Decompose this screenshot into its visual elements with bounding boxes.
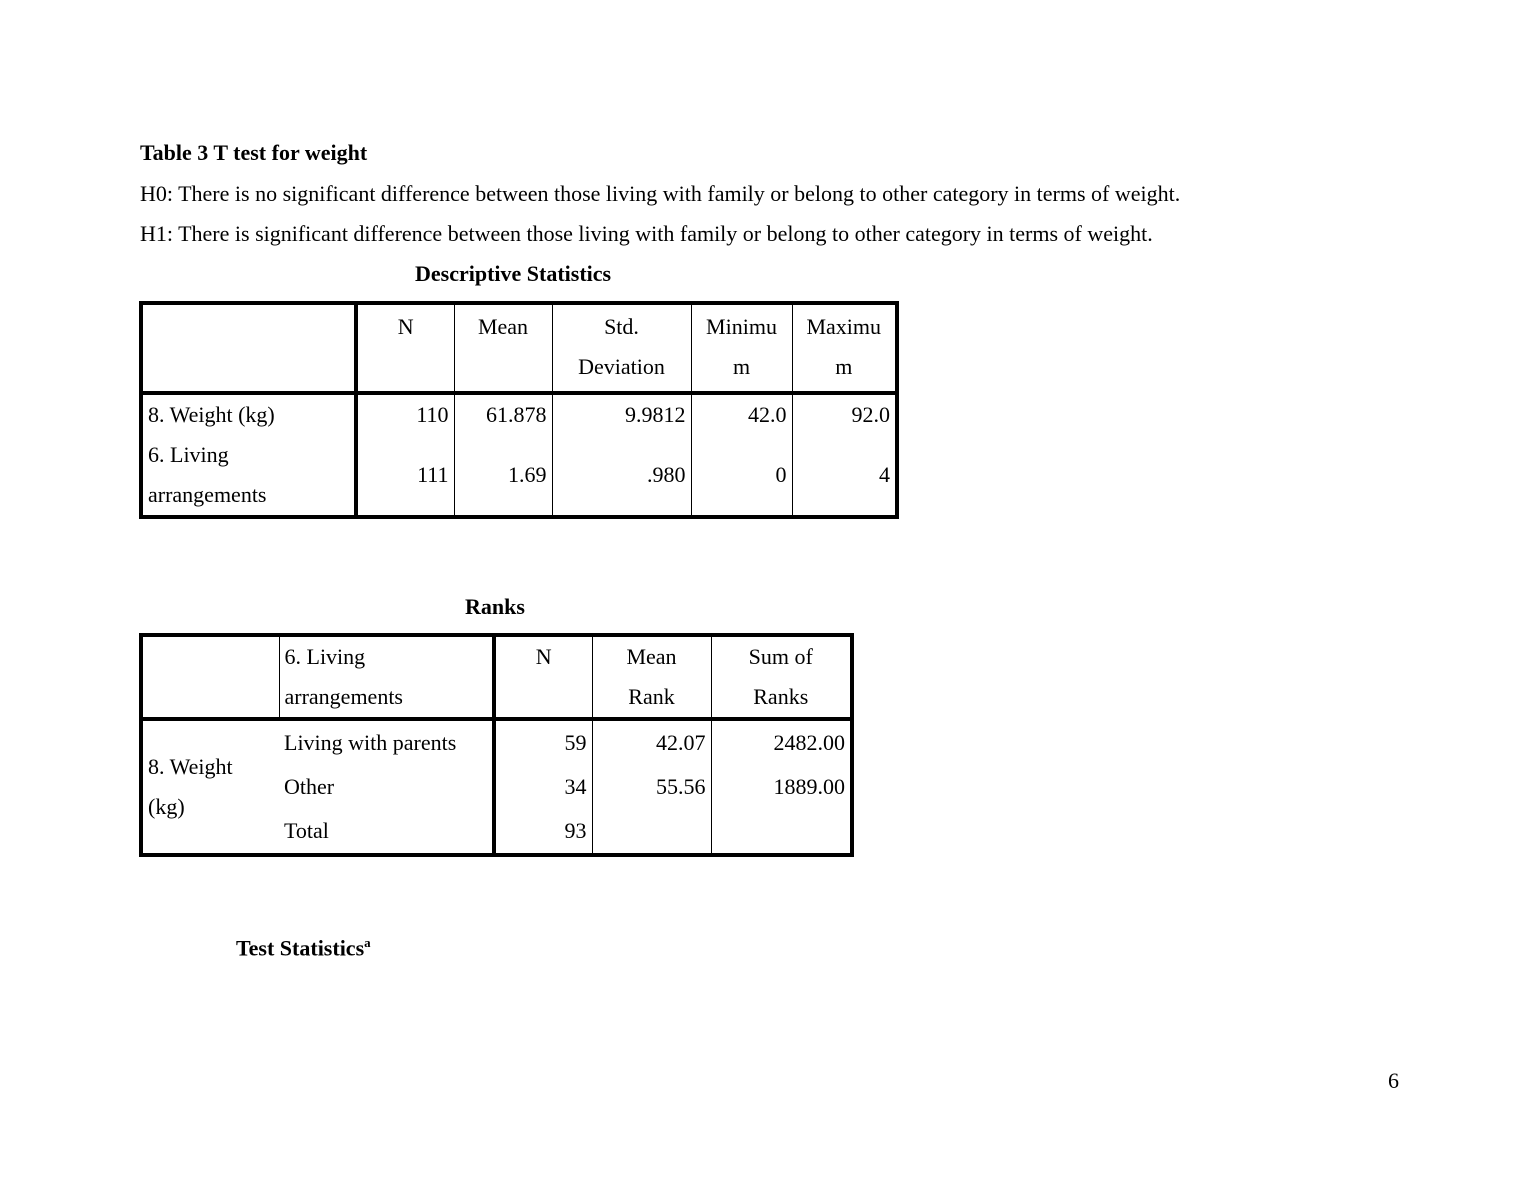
cell-sd: 9.9812	[552, 393, 691, 435]
cell-n: 110	[356, 393, 454, 435]
header-mean: Mean	[454, 303, 552, 393]
ranks-header-row	[141, 635, 852, 719]
cell-min: 0	[691, 435, 792, 517]
cell-sum-ranks	[711, 809, 852, 855]
cell-mean: 1.69	[454, 435, 552, 517]
header-min-line1: Minimu	[706, 314, 777, 339]
cell-n: 59	[494, 719, 592, 765]
row-label-line2: arrangements	[148, 482, 267, 507]
cell-sum-ranks: 2482.00	[711, 719, 852, 765]
variable-line1: 8. Weight	[148, 754, 233, 779]
header-max-line2: m	[835, 354, 853, 379]
header-minimum	[691, 303, 792, 393]
header-std-line1: Std.	[604, 314, 639, 339]
header-n: N	[494, 635, 592, 719]
hypothesis-h0: H0: There is no significant difference between those living with family or belong to other category in terms of weight.	[140, 181, 1181, 206]
test-statistics-caption	[236, 935, 371, 961]
variable-label	[141, 719, 279, 855]
cell-min: 42.0	[691, 393, 792, 435]
header-grp-line1: 6. Living	[284, 644, 366, 669]
table-row	[141, 719, 852, 765]
header-n: N	[356, 303, 454, 393]
header-min-line2: m	[732, 354, 751, 379]
cell-sum-ranks: 1889.00	[711, 765, 852, 809]
ranks-table	[139, 633, 854, 857]
header-sum-of-ranks	[711, 635, 852, 719]
table-row	[141, 435, 897, 517]
header-living-arrangements	[279, 635, 494, 719]
descriptive-corner-cell	[141, 303, 356, 393]
row-label: 8. Weight (kg)	[141, 393, 356, 435]
cell-max: 4	[792, 435, 897, 517]
variable-line2: (kg)	[148, 794, 185, 819]
cell-max: 92.0	[792, 393, 897, 435]
cell-mean-rank: 42.07	[592, 719, 711, 765]
header-mr-line2: Rank	[628, 684, 675, 709]
header-sr-line2: Ranks	[753, 684, 809, 709]
test-statistics-text: Test Statistics	[236, 935, 365, 961]
cell-sd: .980	[552, 435, 691, 517]
cell-mean-rank: 55.56	[592, 765, 711, 809]
cell-mean: 61.878	[454, 393, 552, 435]
hypothesis-h1: H1: There is significant difference between those living with family or belong to other category in terms of weight.	[140, 221, 1153, 246]
group-label: Total	[279, 809, 494, 855]
row-label-line1: 6. Living	[148, 442, 229, 467]
header-maximum	[792, 303, 897, 393]
row-label	[141, 435, 356, 517]
cell-n: 111	[356, 435, 454, 517]
header-max-line1: Maximu	[806, 314, 882, 339]
header-sr-line1: Sum of	[748, 644, 813, 669]
descriptive-header-row	[141, 303, 897, 393]
page-number: 6	[1388, 1068, 1399, 1093]
table-title: Table 3 T test for weight	[140, 140, 368, 165]
group-label: Other	[279, 765, 494, 809]
ranks-caption: Ranks	[465, 594, 525, 619]
ranks-corner-cell	[141, 635, 279, 719]
descriptive-caption: Descriptive Statistics	[415, 261, 612, 286]
cell-mean-rank	[592, 809, 711, 855]
group-label: Living with parents	[279, 719, 494, 765]
table-row	[141, 393, 897, 435]
header-mr-line1: Mean	[626, 644, 677, 669]
header-grp-line2: arrangements	[284, 684, 403, 709]
header-std-deviation	[552, 303, 691, 393]
header-mean-rank	[592, 635, 711, 719]
cell-n: 34	[494, 765, 592, 809]
footnote-marker: a	[364, 935, 371, 950]
descriptive-statistics-table	[139, 301, 899, 519]
cell-n: 93	[494, 809, 592, 855]
header-std-line2: Deviation	[578, 354, 665, 379]
